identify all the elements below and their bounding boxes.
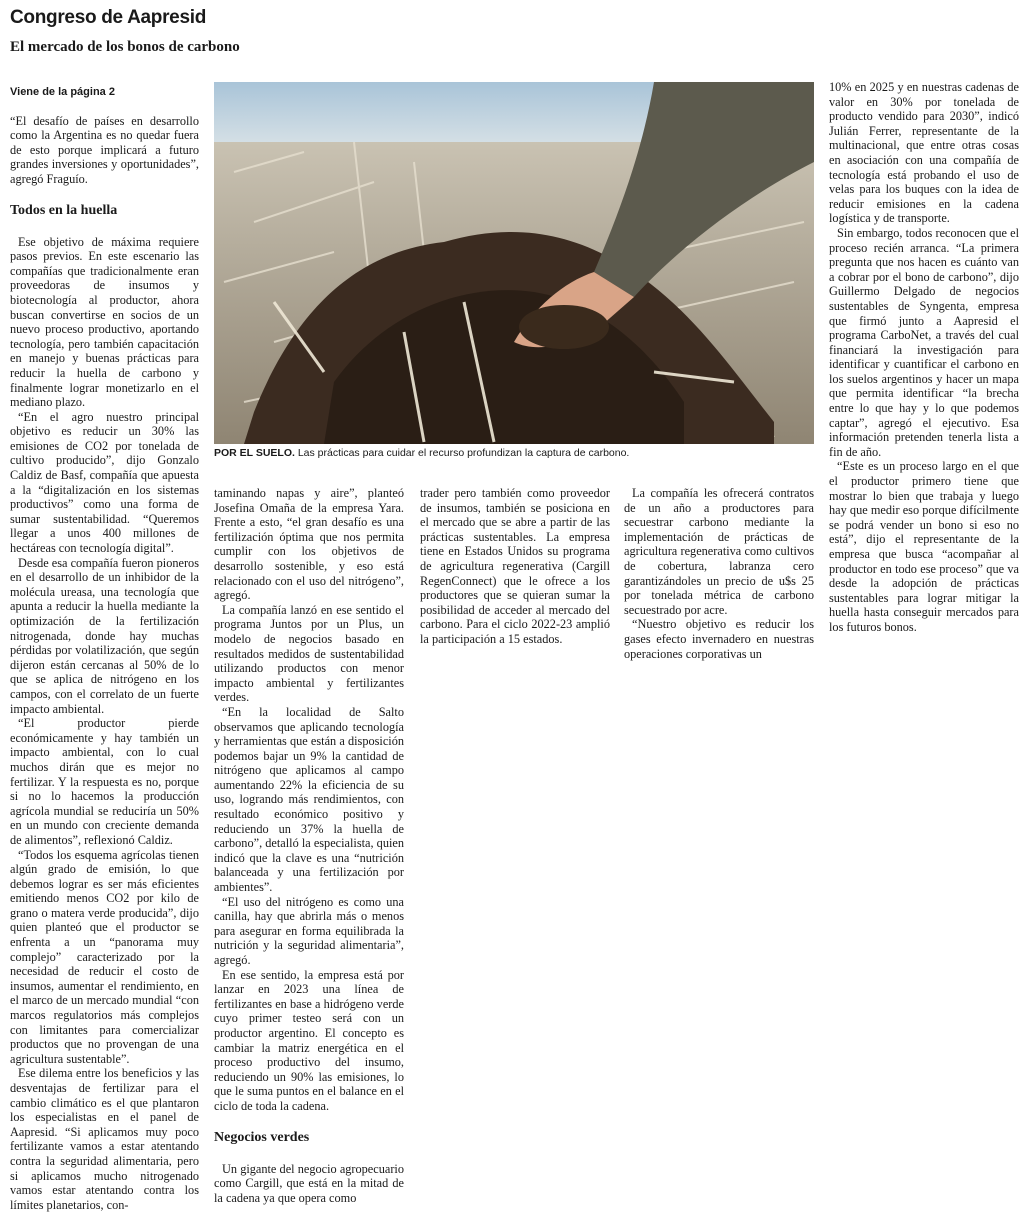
paragraph: “En el agro nuestro principal objetivo es reducir un 30% las emisiones de CO2 por tonelada de cultivo producido”, dijo Gonzalo Caldiz de Basf, compañía que apuesta a la “digitalización en los sistemas productivos” como una forma de sumar sustentabilidad. “Queremos llegar a unos 400 millones de hectáreas con tecnología digital”. xyxy=(10,409,199,556)
paragraph: “El productor pierde económicamente y hay también un impacto ambiental, con lo cual muchos dirán que es mejor no fertilizar. Y la respuesta es no, porque si no lo hacemos la producción agrícola mundial se reduciría un 50% en un mundo con creciente demanda de alimentos”, reflexionó Caldiz. xyxy=(10,716,199,847)
soil-photo-illustration xyxy=(214,82,814,444)
article-column-5 xyxy=(829,80,1019,680)
paragraph: “El desafío de países en desarrollo como la Argentina es no quedar fuera de esto porque implicará a futuro grandes inversiones y oportunidades”, agregó Fraguío. xyxy=(10,113,199,186)
paragraph: 10% en 2025 y en nuestras cadenas de valor en 30% por tonelada de producto vendido para 2030”, indicó Julián Ferrer, representante de la multinacional, que entre otras cosas en asociación con una compañía de tecnología está probando el uso de velas para los buques con la idea de reducir emisiones en la cadena logística y de transporte. xyxy=(829,80,1019,226)
paragraph: “En la localidad de Salto observamos que aplicando tecnología y herramientas que están a disposición podemos bajar un 9% la cantidad de nitrógeno que aplicamos al campo aumentando 22% la eficiencia de su uso, logrando más rendimientos, con resultado económico positivo y reduciendo un 37% la huella de carbono”, detalló la especialista, quien indicó que la clave es una “nutrición balanceada y una fertilización por ambientes”. xyxy=(214,704,404,895)
photo-caption-text: Las prácticas para cuidar el recurso profundizan la captura de carbono. xyxy=(294,447,630,459)
photo-caption xyxy=(214,447,814,460)
paragraph: Sin embargo, todos reconocen que el proceso recién arranca. “La primera pregunta que nos hacen es cuánto van a cobrar por el bono de carbono”, dijo Guillermo Delgado de negocios sustentables de Syngenta, empresa que firmó junto a Aapresid el programa CarboNet, a través del cual financiará la investigación para identificar y cuantificar el carbono en los suelos argentinos y hacer un mapa que permita identificar “la brecha entre lo que hay y lo que podemos captar”, agregó el ejecutivo. Esa información pretenden tenerla lista a fin de año. xyxy=(829,225,1019,459)
paragraph: “Nuestro objetivo es reducir los gases efecto invernadero en nuestras operaciones corporativas un xyxy=(624,617,814,661)
article-column-4 xyxy=(624,486,814,686)
paragraph: Ese dilema entre los beneficios y las desventajas de fertilizar para el cambio climático es el que plantaron los especialistas en el panel de Aapresid. “Si aplicamos muy poco fertilizante vamos a estar atentando contra la seguridad alimentaria, pero si aplicamos mucho nitrogenado vamos estar atentando contra los límites planetarios, con- xyxy=(10,1066,199,1212)
paragraph: La compañía lanzó en ese sentido el programa Juntos por un Plus, un modelo de negocios basado en resultados medidos de sustentabilidad utilizando productos con menor impacto ambiental y fertilizantes verdes. xyxy=(214,602,404,705)
paragraph: “Este es un proceso largo en el que el productor primero tiene que mostrar lo bien que trabaja y luego hay que medir eso porque difícilmente se podrá vender un bono si eso no está”, dijo el representante de la empresa que busca “acompañar al productor en todo ese proceso” que va desde la adopción de prácticas sustentables para lograr mitigar la huella hasta conseguir mercados para los futuros bonos. xyxy=(829,459,1019,634)
paragraph: trader pero también como proveedor de insumos, también se posiciona en el mercado que se abre a partir de las prácticas sustentables. La empresa tiene en Estados Unidos su programa de agricultura regenerativa (Cargill RegenConnect) que le ofrece a los productores que se quieran sumar la posibilidad de acceder al mercado del carbono. Para el ciclo 2022-23 amplió la participación a 15 estados. xyxy=(420,486,610,646)
article-subtitle: El mercado de los bonos de carbono xyxy=(10,39,240,55)
paragraph: Desde esa compañía fueron pioneros en el desarrollo de un inhibidor de la molécula ureasa, una tecnología que apunta a reducir la huella mediante la optimización de la fertilización nitrogenada, donde hay muchas pérdidas por volatilización, que según dijeron están cercanas al 50% de lo que se aplica de nitrógeno en los campos, con el correlato de un fuerte impacto ambiental. xyxy=(10,555,199,716)
paragraph: taminando napas y aire”, planteó Josefina Omaña de la empresa Yara. Frente a esto, “el gran desafío es una fertilización óptima que nos permita cumplir con los objetivos de desarrollo sostenible, y eso está relacionado con el uso del nitrógeno”, agregó. xyxy=(214,486,404,603)
paragraph: En ese sentido, la empresa está por lanzar en 2023 una línea de fertilizantes en base a hidrógeno verde cuyo primer testeo será con un productor argentino. El concepto es cambiar la matriz energética en el proceso productivo del insumo, reduciendo un 90% las emisiones, lo que le suma puntos en el balance en el ciclo de toda la cadena. xyxy=(214,967,404,1113)
article-column-1 xyxy=(10,85,199,1213)
soil-photo xyxy=(214,82,814,444)
article-column-2 xyxy=(214,486,404,1213)
continued-from-kicker: Viene de la página 2 xyxy=(10,86,115,98)
paragraph: La compañía les ofrecerá contratos de un año a productores para secuestrar carbono mediante la implementación de prácticas de agricultura regenerativa como cultivos de cobertura, labranza cero garantizándoles un precio de u$s 25 por tonelada métrica de carbono secuestrado por acre. xyxy=(624,486,814,617)
paragraph: “Todos los esquema agrícolas tienen algún grado de emisión, lo que debemos lograr es ser más eficientes emitiendo menos CO2 por kilo de grano o matera verde producida”, dijo quien planteó que el productor se enfrenta a un “panorama muy complejo” caracterizado por la necesidad de reducir el costo de insumos, aumentar el rendimiento, en el marco de un mercado mundial “con marcos regulatorios más complejos con limitantes para comercializar productos que no provengan de una agricultura sustentable”. xyxy=(10,847,199,1066)
paragraph: “El uso del nitrógeno es como una canilla, hay que abrirla más o menos para asegurar en forma equilibrada la nutrición y la seguridad alimentaria”, agregó. xyxy=(214,894,404,967)
article-column-3 xyxy=(420,486,610,686)
paragraph: Ese objetivo de máxima requiere pasos previos. En este escenario las compañías que tradicionalmente eran proveedoras de insumos y biotecnología al productor, ahora buscan convertirse en socios de un nuevo proceso productivo, aportando tecnología, pero también capacitación en manejo y buenas prácticas para reducir la huella de carbono y finalmente lograr monetizarlo en el mediano plazo. xyxy=(10,234,199,410)
subheading-todos-en-la-huella: Todos en la huella xyxy=(10,202,118,218)
paragraph: Un gigante del negocio agropecuario como Cargill, que está en la mitad de la cadena ya que opera como xyxy=(214,1161,404,1205)
section-title: Congreso de Aapresid xyxy=(10,7,207,28)
photo-caption-lead: POR EL SUELO. xyxy=(214,447,295,459)
subheading-negocios-verdes: Negocios verdes xyxy=(214,1129,310,1145)
page-header xyxy=(10,6,1010,56)
